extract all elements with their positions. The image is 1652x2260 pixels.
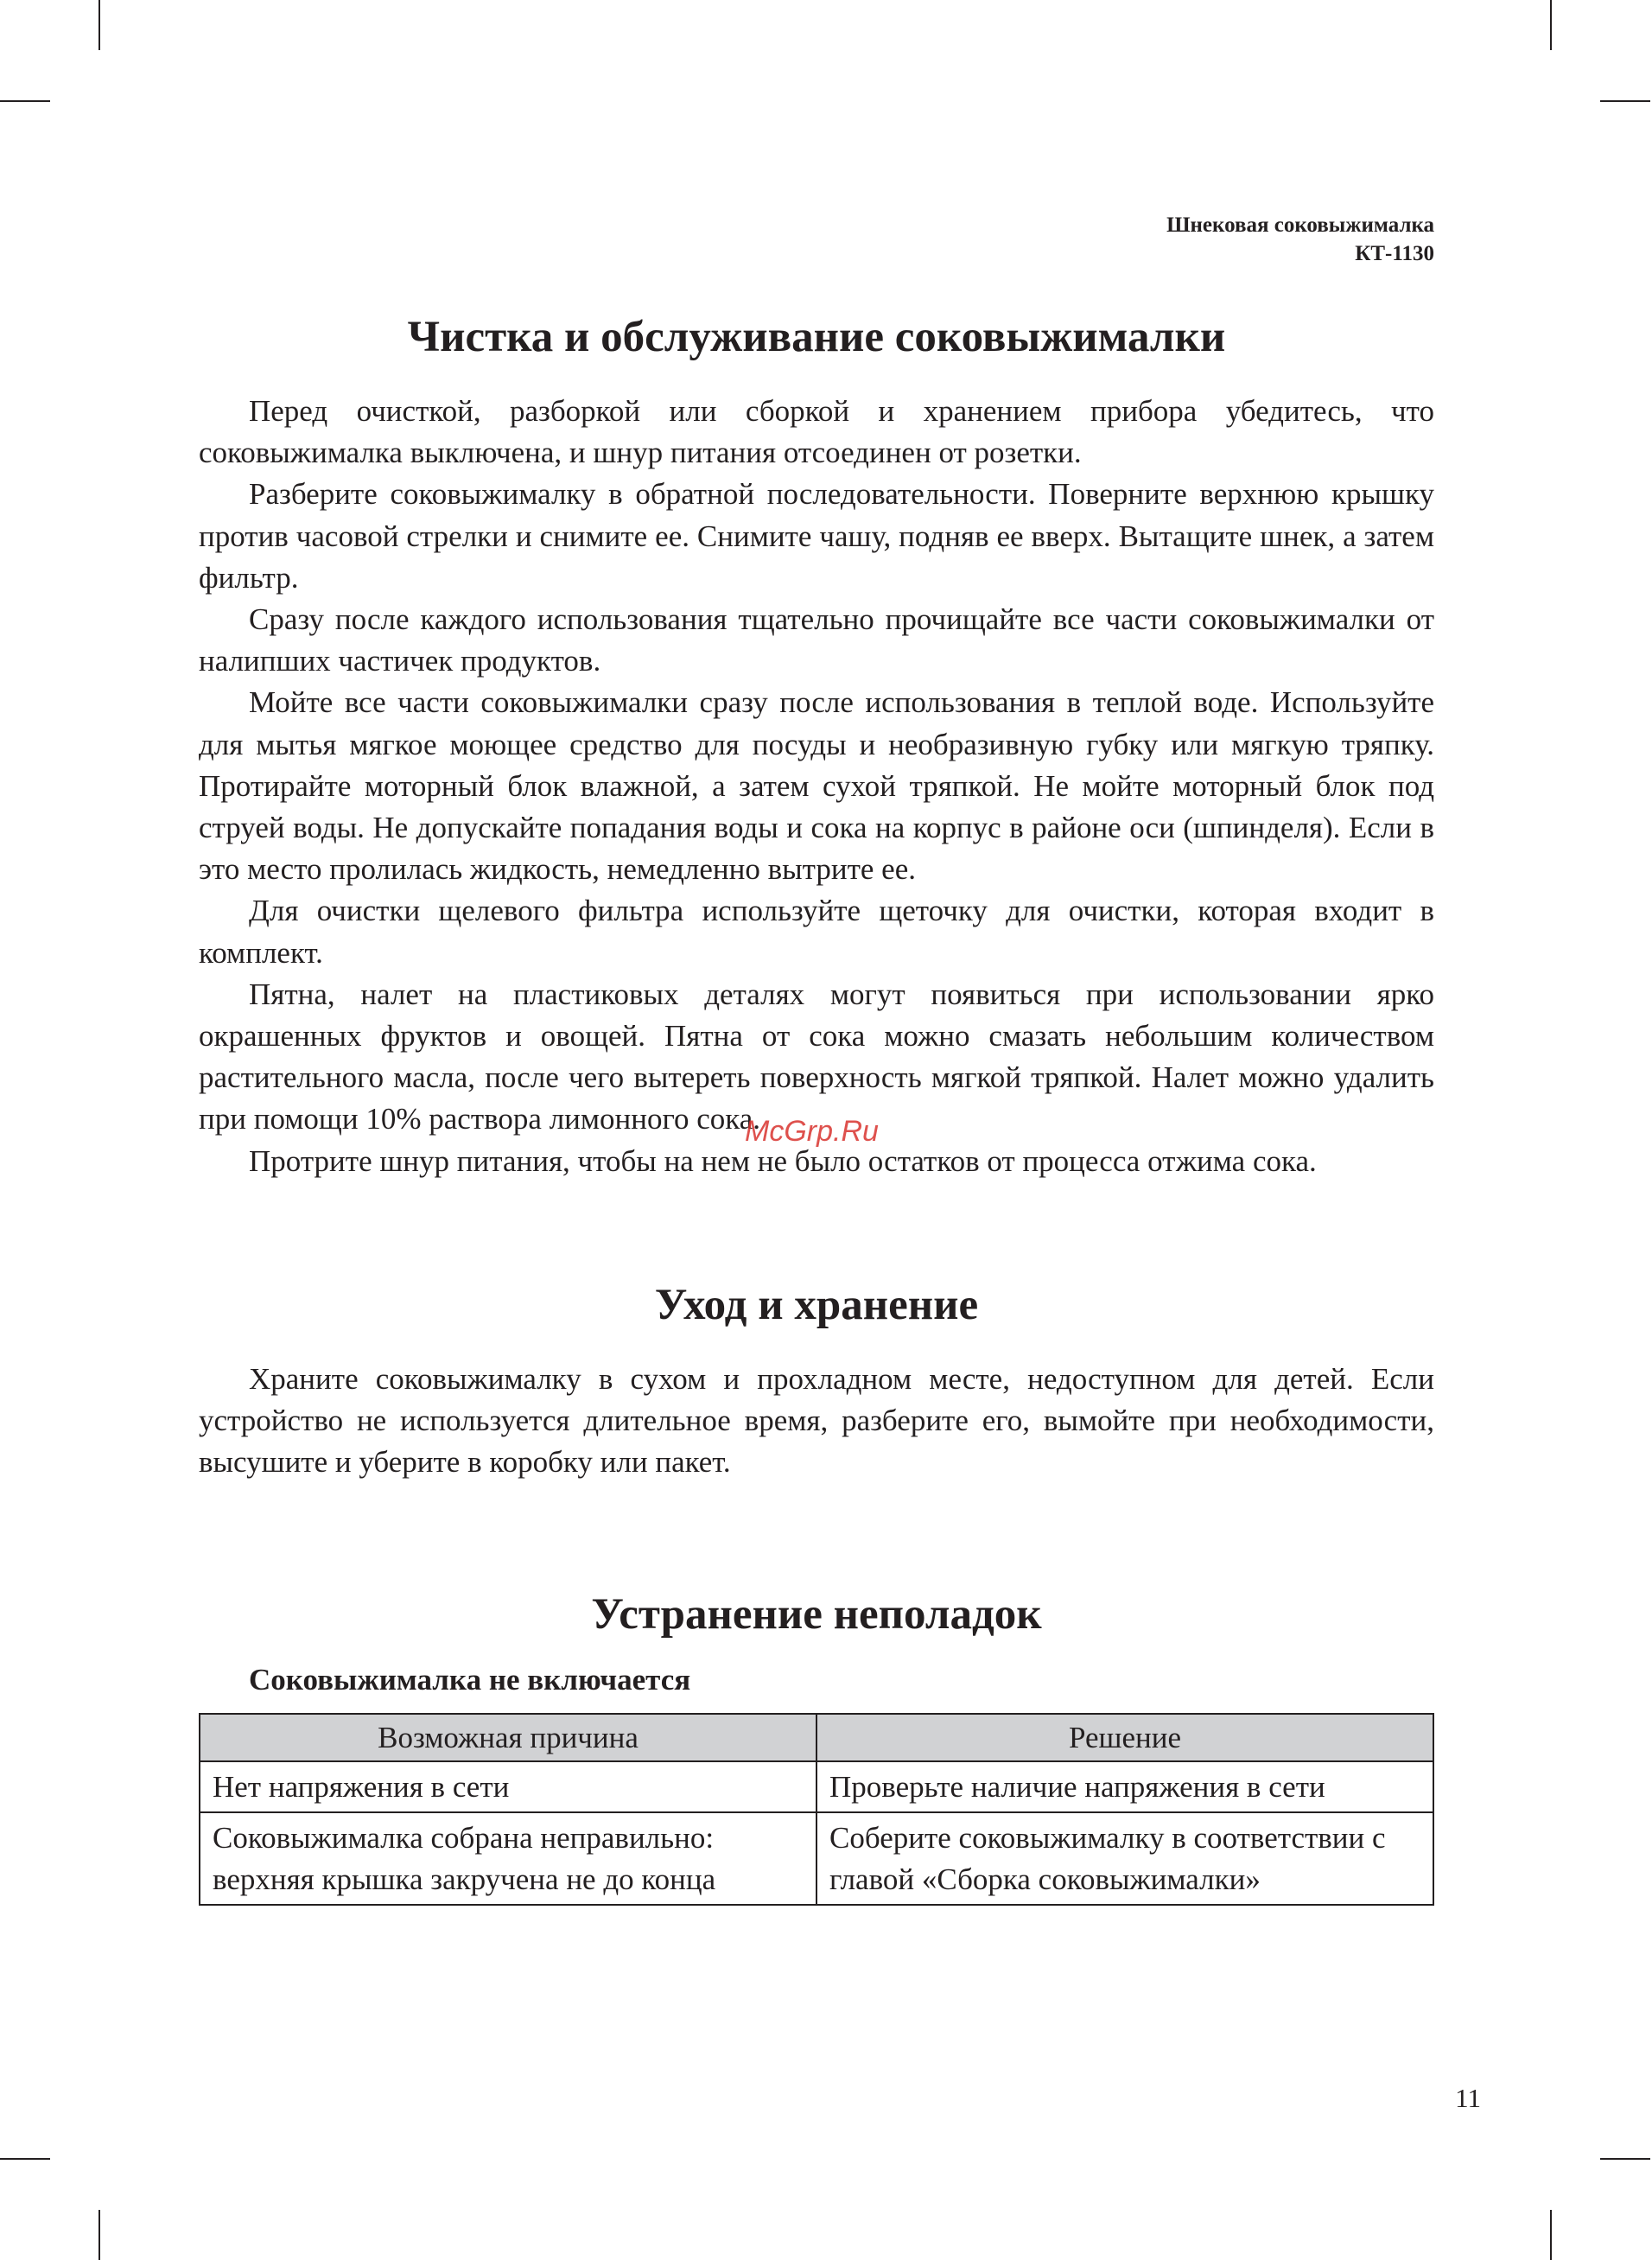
troubleshooting-table	[199, 1713, 1434, 1906]
paragraph: Для очистки щелевого фильтра используйте щеточку для очистки, которая входит в комплект.	[199, 894, 1434, 970]
paragraph: Храните соковыжималку в сухом и прохладном месте, недоступном для детей. Если устройство не используется длительное время, разберите его, вымойте при необходимости, высушите и уберите в коробку или пакет.	[199, 1361, 1434, 1480]
paragraph: Сразу после каждого использования тщательно прочищайте все части соковыжималки от налипших частичек продуктов.	[199, 602, 1434, 678]
section-title-storage: Уход и хранение	[654, 1280, 979, 1329]
paragraph: Перед очисткой, разборкой или сборкой и хранением прибора убедитесь, что соковыжималка выключена, и шнур питания отсоединен от розетки.	[199, 394, 1434, 470]
table-cell-cause: Нет напряжения в сети	[200, 1761, 816, 1812]
section-title-troubleshooting: Устранение неполадок	[591, 1590, 1042, 1639]
table-cell-solution: Соберите соковыжималку в соответствии с главой «Сборка соковыжималки»	[816, 1812, 1433, 1905]
troubleshooting-subheading: Соковыжималка не включается	[249, 1663, 691, 1697]
paragraph: Разберите соковыжималку в обратной последовательности. Поверните верхнюю крышку против часовой стрелки и снимите ее. Снимите чашу, подняв ее вверх. Вытащите шнек, а затем фильтр.	[199, 477, 1434, 595]
model-number: КТ-1130	[1355, 242, 1434, 265]
crop-mark	[98, 2210, 100, 2260]
crop-mark	[0, 2158, 50, 2160]
section-title-cleaning: Чистка и обслуживание соковыжималки	[407, 313, 1226, 361]
running-head	[1166, 211, 1434, 268]
paragraph: Протрите шнур питания, чтобы на нем не было остатков от процесса отжима сока.	[249, 1143, 1317, 1178]
crop-mark	[1600, 2158, 1650, 2160]
crop-mark	[1550, 2210, 1552, 2260]
product-name: Шнековая соковыжималка	[1166, 213, 1434, 237]
table-cell-cause: Соковыжималка собрана неправильно: верхняя крышка закручена не до конца	[200, 1812, 816, 1905]
page-number: 11	[1455, 2083, 1481, 2113]
crop-mark	[98, 0, 100, 50]
column-header-cause: Возможная причина	[200, 1714, 816, 1761]
page-content	[199, 302, 1434, 1906]
watermark: McGrp.Ru	[745, 1115, 879, 1148]
crop-mark	[0, 100, 50, 102]
crop-mark	[1550, 0, 1552, 50]
storage-text	[199, 1359, 1434, 1484]
paragraph: Пятна, налет на пластиковых деталях могут появиться при использовании ярко окрашенных фруктов и овощей. Пятна от сока можно смазать небольшим количеством растительного масла, после чего вытереть поверхность мягкой тряпкой. Налет можно удалить при помощи 10% раствора лимонного сока.	[199, 977, 1434, 1136]
column-header-solution: Решение	[816, 1714, 1433, 1761]
table-row	[200, 1761, 1433, 1812]
crop-mark	[1600, 100, 1650, 102]
table-row	[200, 1812, 1433, 1905]
cleaning-text	[199, 391, 1434, 1182]
paragraph: Мойте все части соковыжималки сразу после использования в теплой воде. Используйте для мытья мягкое моющее средство для посуды и необразивную губку или мягкую тряпку. Протирайте моторный блок влажной, а затем сухой тряпкой. Не мойте моторный блок под струей воды. Не допускайте попадания воды и сока на корпус в районе оси (шпинделя). Если в это место пролилась жидкость, немедленно вытрите ее.	[199, 685, 1434, 887]
table-cell-solution: Проверьте наличие напряжения в сети	[816, 1761, 1433, 1812]
table-header-row	[200, 1714, 1433, 1761]
